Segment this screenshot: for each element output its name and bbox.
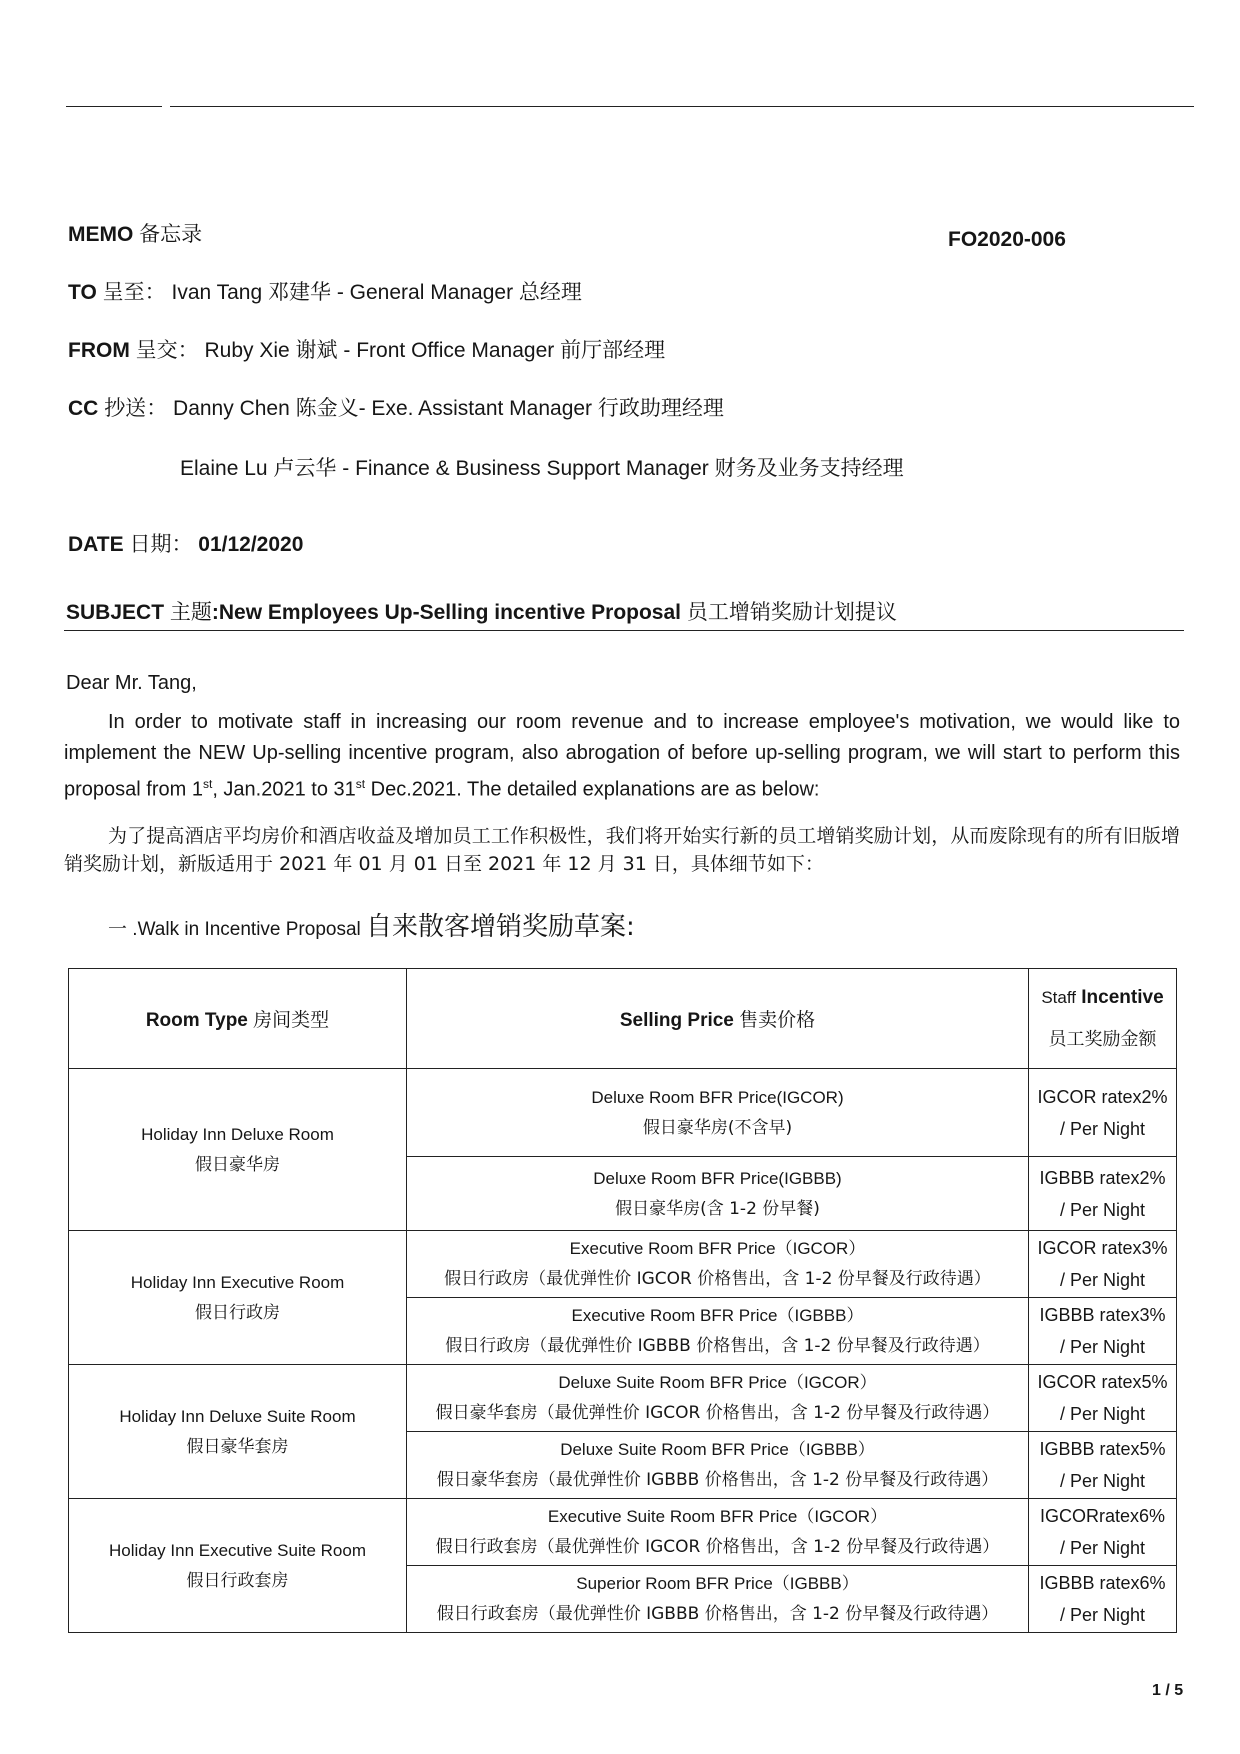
section-title: 一 .Walk in Incentive Proposal 自来散客增销奖励草案: (108, 912, 635, 942)
table-row (69, 1069, 1177, 1157)
incentive-cell: IGCORratex6% / Per Night (1029, 1499, 1177, 1566)
table-row (69, 1365, 1177, 1432)
top-rule-short (66, 106, 162, 107)
document-number: FO2020-006 (948, 228, 1066, 251)
header-staff-incentive: Staff Incentive 员工奖励金额 (1029, 969, 1177, 1069)
selling-price-cell: Executive Suite Room BFR Price（IGCOR） 假日行政套房（最优弹性价 IGCOR 价格售出，含 1-2 份早餐及行政待遇） (407, 1499, 1029, 1566)
incentive-cell: IGBBB ratex6% / Per Night (1029, 1566, 1177, 1633)
memo-heading (68, 218, 202, 248)
room-type-cell: Holiday Inn Executive Room 假日行政房 (69, 1231, 407, 1365)
from-value: Ruby Xie 谢斌 - Front Office Manager 前厅部经理 (204, 339, 666, 362)
page-number: 1 / 5 (1152, 1682, 1184, 1699)
date-line: DATE 日期： 01/12/2020 (68, 532, 304, 556)
table-header-row (69, 969, 1177, 1069)
selling-price-cell: Superior Room BFR Price（IGBBB） 假日行政套房（最优弹性价 IGBBB 价格售出，含 1-2 份早餐及行政待遇） (407, 1566, 1029, 1633)
selling-price-cell: Deluxe Suite Room BFR Price（IGCOR） 假日豪华套房（最优弹性价 IGCOR 价格售出，含 1-2 份早餐及行政待遇） (407, 1365, 1029, 1432)
header-room-type: Room Type 房间类型 (69, 969, 407, 1069)
to-value: Ivan Tang 邓建华 - General Manager 总经理 (171, 281, 582, 304)
salutation: Dear Mr. Tang, (66, 672, 197, 694)
selling-price-cell: Deluxe Room BFR Price(IGBBB) 假日豪华房(含 1-2 份早餐) (407, 1157, 1029, 1231)
subject-value-cn: 员工增销奖励计划提议 (686, 600, 897, 624)
to-line: TO 呈至： Ivan Tang 邓建华 - General Manager 总经理 (68, 280, 582, 304)
room-type-cell: Holiday Inn Deluxe Room 假日豪华房 (69, 1069, 407, 1231)
selling-price-cell: Executive Room BFR Price（IGBBB） 假日行政房（最优弹性价 IGBBB 价格售出，含 1-2 份早餐及行政待遇） (407, 1298, 1029, 1365)
intro-paragraph-cn: 为了提高酒店平均房价和酒店收益及增加员工工作积极性，我们将开始实行新的员工增销奖励计划，从而废除现有的所有旧版增销奖励计划，新版适用于 2021 年 01 月 01 日至 2021 年 12 月 31 日，具体细节如下： (64, 825, 1180, 875)
table-row (69, 1499, 1177, 1566)
cc-line: CC 抄送： Danny Chen 陈金义- Exe. Assistant Manager 行政助理经理 (68, 396, 724, 420)
memo-label: MEMO (68, 223, 134, 246)
selling-price-cell: Executive Room BFR Price（IGCOR） 假日行政房（最优弹性价 IGCOR 价格售出，含 1-2 份早餐及行政待遇） (407, 1231, 1029, 1298)
cc-value: Danny Chen 陈金义- Exe. Assistant Manager 行政助理经理 (173, 397, 724, 420)
subject-line: SUBJECT 主题:New Employees Up-Selling incentive Proposal 员工增销奖励计划提议 (66, 600, 897, 624)
room-type-cell: Holiday Inn Deluxe Suite Room 假日豪华套房 (69, 1365, 407, 1499)
subject-value: New Employees Up-Selling incentive Proposal (218, 601, 681, 624)
from-line: FROM 呈交： Ruby Xie 谢斌 - Front Office Manager 前厅部经理 (68, 338, 666, 362)
cc-line-2: Elaine Lu 卢云华 - Finance & Business Support Manager 财务及业务支持经理 (180, 457, 904, 480)
incentive-cell: IGBBB ratex3% / Per Night (1029, 1298, 1177, 1365)
selling-price-cell: Deluxe Room BFR Price(IGCOR) 假日豪华房(不含早) (407, 1069, 1029, 1157)
incentive-cell: IGBBB ratex2% / Per Night (1029, 1157, 1177, 1231)
incentive-cell: IGBBB ratex5% / Per Night (1029, 1432, 1177, 1499)
subject-rule (64, 630, 1184, 631)
date-value: 01/12/2020 (198, 533, 304, 556)
top-rule-long (170, 106, 1194, 107)
incentive-table (68, 968, 1177, 1633)
memo-label-cn: 备忘录 (139, 222, 203, 246)
room-type-cell: Holiday Inn Executive Suite Room 假日行政套房 (69, 1499, 407, 1633)
intro-paragraph: In order to motivate staff in increasing our room revenue and to increase employee's motivation, we would like to implement the NEW Up-selling incentive program, also abrogation of before up-selling program, we will start to perform this proposal from 1st, Jan.2021 to 31st Dec.2021. The detailed explanations are as below: (64, 711, 1180, 801)
header-selling-price: Selling Price 售卖价格 (407, 969, 1029, 1069)
table-row (69, 1231, 1177, 1298)
incentive-cell: IGCOR ratex2% / Per Night (1029, 1069, 1177, 1157)
incentive-cell: IGCOR ratex5% / Per Night (1029, 1365, 1177, 1432)
selling-price-cell: Deluxe Suite Room BFR Price（IGBBB） 假日豪华套房（最优弹性价 IGBBB 价格售出，含 1-2 份早餐及行政待遇） (407, 1432, 1029, 1499)
incentive-cell: IGCOR ratex3% / Per Night (1029, 1231, 1177, 1298)
